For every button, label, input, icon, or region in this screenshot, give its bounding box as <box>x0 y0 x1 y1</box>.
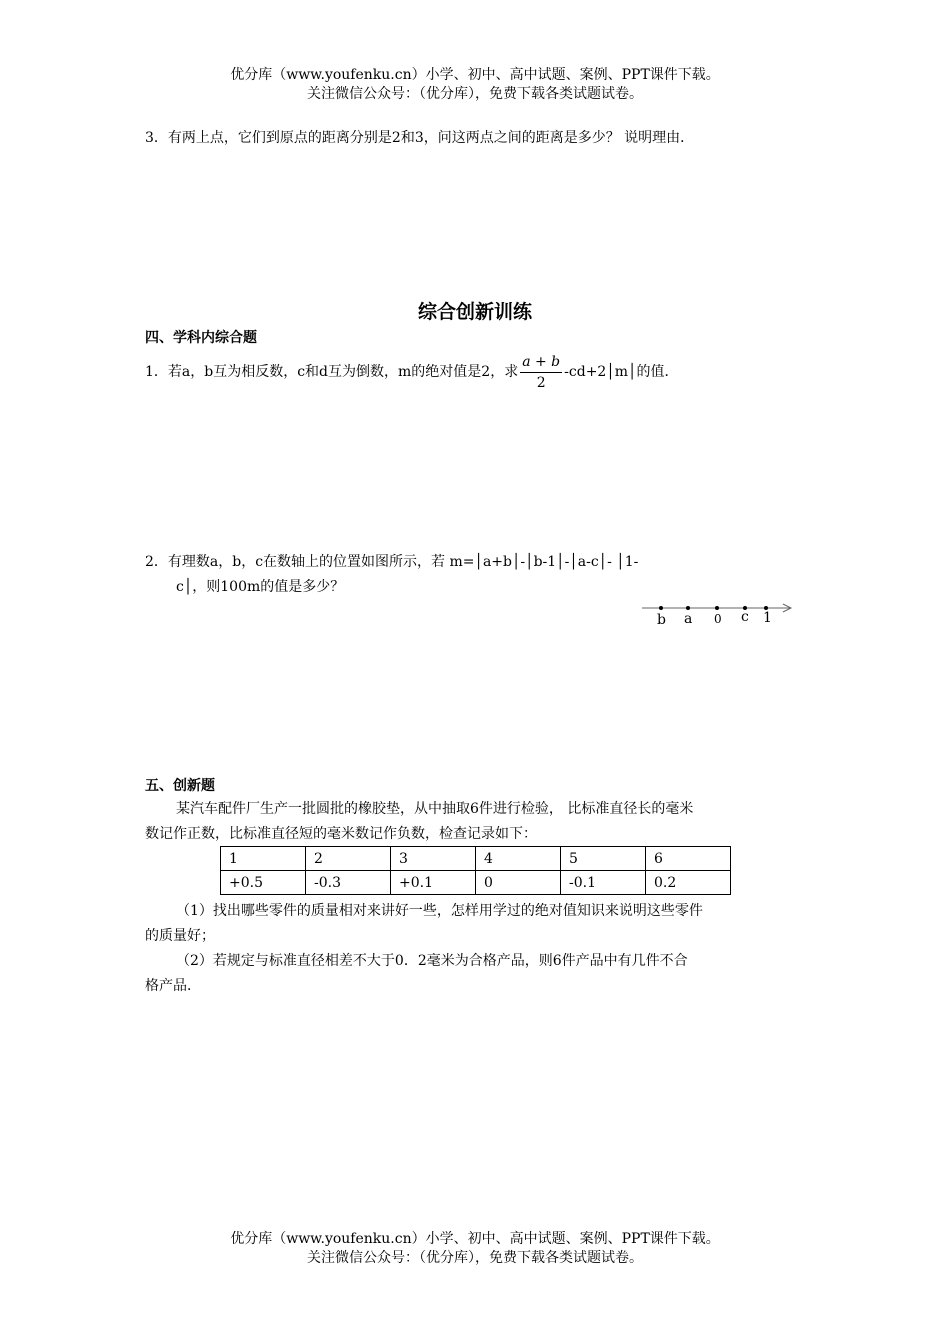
table-cell: 6 <box>646 847 731 871</box>
section-4-question-2-line-2: c│，则100m的值是多少？ <box>176 579 345 595</box>
table-cell: -0.1 <box>561 871 646 895</box>
page-header <box>0 66 950 104</box>
fraction-denominator: 2 <box>536 374 546 391</box>
table-cell: 4 <box>476 847 561 871</box>
label-c: c <box>741 609 749 625</box>
header-line-2: 关注微信公众号：（优分库），免费下载各类试题试卷。 <box>307 86 643 102</box>
point-0 <box>715 606 719 610</box>
point-b <box>659 606 663 610</box>
section-4-question-1 <box>145 350 678 394</box>
table-cell: 0 <box>476 871 561 895</box>
section-4-heading: 四、学科内综合题 <box>145 330 257 346</box>
label-b: b <box>657 612 666 628</box>
fraction-numerator: a + b <box>520 352 562 373</box>
table-cell: 2 <box>306 847 391 871</box>
number-line-figure <box>640 598 800 634</box>
point-a <box>686 606 690 610</box>
table-cell: 0.2 <box>646 871 731 895</box>
table-cell: -0.3 <box>306 871 391 895</box>
table-cell: +0.1 <box>391 871 476 895</box>
section-5-intro-line-1: 某汽车配件厂生产一批圆批的橡胶垫，从中抽取6件进行检验， 比标准直径长的毫米 <box>176 801 694 817</box>
inspection-table <box>220 846 731 895</box>
part-1-line-1: （1）找出哪些零件的质量相对来讲好一些，怎样用学过的绝对值知识来说明这些零件 <box>176 903 703 919</box>
question-3: 3．有两上点，它们到原点的距离分别是2和3，问这两点之间的距离是多少？ 说明理由． <box>145 130 695 146</box>
q1-suffix: -cd+2│m│的值． <box>564 364 679 380</box>
table-cell: 3 <box>391 847 476 871</box>
label-a: a <box>684 611 693 627</box>
page-footer <box>0 1230 950 1268</box>
footer-line-2: 关注微信公众号：（优分库），免费下载各类试题试卷。 <box>307 1250 643 1266</box>
table-row <box>221 847 731 871</box>
label-1: 1 <box>763 610 772 626</box>
table-cell: +0.5 <box>221 871 306 895</box>
part-1-line-2: 的质量好； <box>145 928 215 944</box>
part-2-line-2: 格产品． <box>145 978 201 994</box>
header-line-1: 优分库（www.youfenku.cn）小学、初中、高中试题、案例、PPT课件下载。 <box>230 67 720 83</box>
section-4-question-2-line-1: 2．有理数a，b，c在数轴上的位置如图所示，若 m=│a+b│-│b-1│-│a-c│- │1- <box>145 554 639 570</box>
q1-prefix: 1．若a，b互为相反数，c和d互为倒数，m的绝对值是2，求 <box>145 364 519 380</box>
footer-line-1: 优分库（www.youfenku.cn）小学、初中、高中试题、案例、PPT课件下载。 <box>230 1231 720 1247</box>
part-2-line-1: （2）若规定与标准直径相差不大于0．2毫米为合格产品，则6件产品中有几件不合 <box>176 953 688 969</box>
section-5-intro-line-2: 数记作正数，比标准直径短的毫米数记作负数，检查记录如下： <box>145 826 537 842</box>
section-5-heading: 五、创新题 <box>145 778 215 794</box>
table-cell: 5 <box>561 847 646 871</box>
table-row <box>221 871 731 895</box>
section-title: 综合创新训练 <box>417 301 532 323</box>
fraction-a-plus-b-over-2 <box>520 352 562 393</box>
table-cell: 1 <box>221 847 306 871</box>
label-0: 0 <box>714 612 722 626</box>
